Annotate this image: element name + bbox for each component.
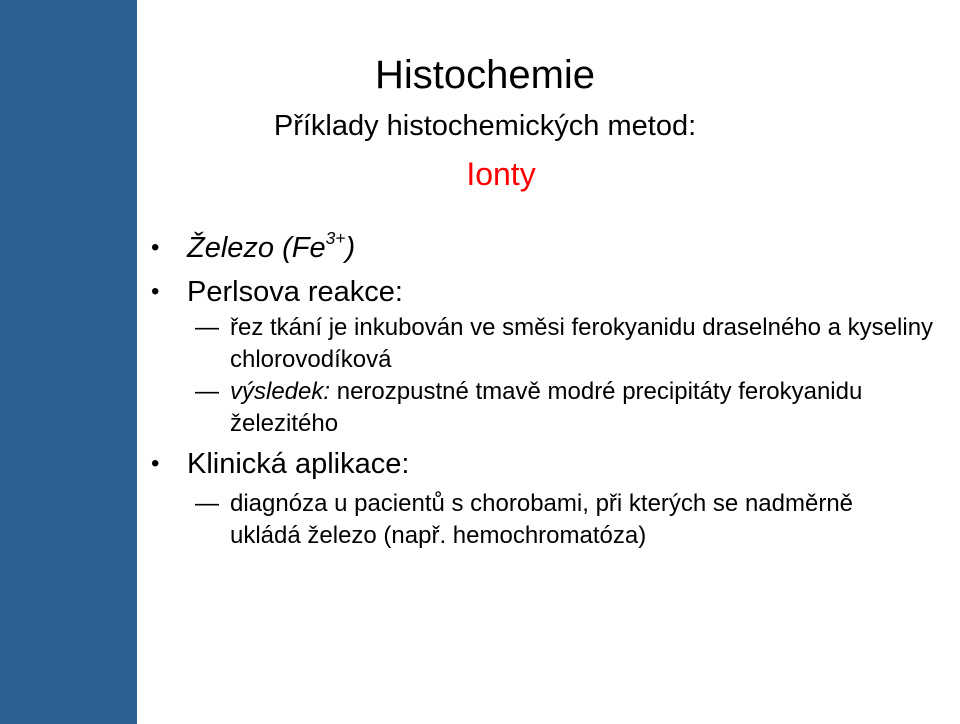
bullet-marker: • <box>151 278 160 305</box>
iron-charge: 3+ <box>325 227 346 248</box>
perls-heading: Perlsova reakce: <box>187 276 403 308</box>
perls-sub-item-2 <box>151 376 941 440</box>
perls-sub-item-1 <box>151 312 941 376</box>
clinical-heading: Klinická aplikace: <box>187 448 410 480</box>
perls-sub1-text: řez tkání je inkubován ve směsi ferokyanidu draselného a kyseliny chlorovodíková <box>230 314 934 373</box>
clinical-sub1-text: diagnóza u pacientů s chorobami, při kterých se nadměrně ukládá železo (např. hemochromatóza) <box>230 490 854 549</box>
bullet-perls <box>151 272 941 312</box>
slide-body <box>151 228 941 552</box>
perls-sub2-label: výsledek: <box>230 378 331 405</box>
iron-prefix: Železo (Fe <box>187 232 326 264</box>
topic-text: Ionty <box>466 156 536 192</box>
dash-marker: — <box>195 314 219 341</box>
topic-heading <box>0 154 960 194</box>
bullet-marker: • <box>151 234 160 261</box>
bullet-clinical <box>151 444 941 484</box>
slide-subtitle: Příklady histochemických metod: <box>273 110 697 142</box>
iron-label <box>187 227 356 264</box>
slide-title: Histochemie <box>374 53 596 97</box>
perls-sub2-text: nerozpustné tmavě modré precipitáty ferokyanidu železitého <box>230 378 863 437</box>
bullet-marker: • <box>151 450 160 477</box>
iron-suffix: ) <box>345 232 356 264</box>
bullet-iron <box>151 228 941 268</box>
clinical-sub-item-1 <box>151 488 941 552</box>
dash-marker: — <box>195 378 219 405</box>
dash-marker: — <box>195 490 219 517</box>
